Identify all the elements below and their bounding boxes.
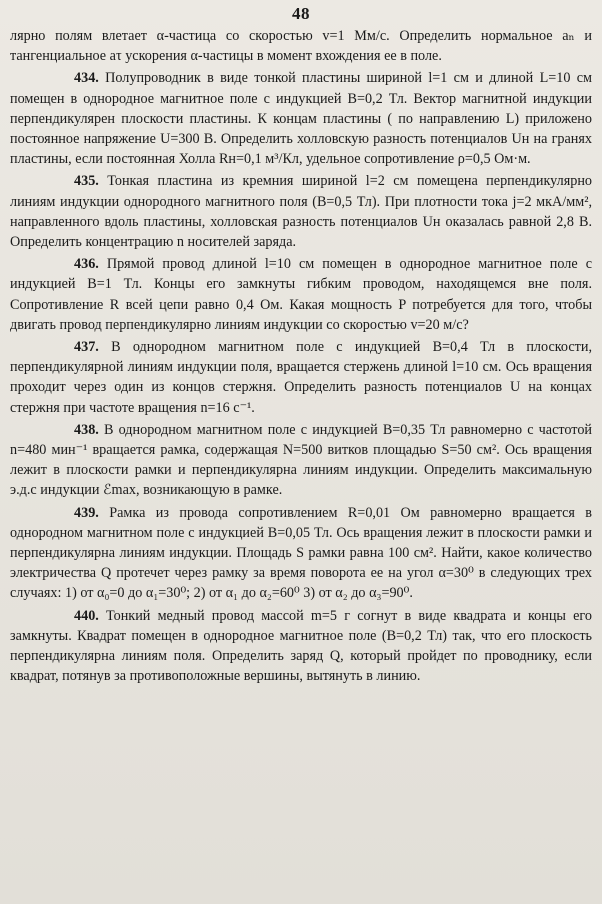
problem-number: 435. — [74, 173, 99, 190]
problem-434 — [10, 68, 592, 169]
problem-text: Рамка из провода сопротивлением R=0,01 Ом равномерно вращается в однородном магнитном поле с индукцией B=0,05 Тл. Ось вращения лежит в плоскости рамки и перпендикулярна линиям индукции. Площадь S рамки равна 100 см². Найти, какое количество электричества Q протечет через рамку за время поворота ее на угол α=30⁰ в следующих трех случаях: 1) от α₀=0 до α₁=30⁰; 2) от α₁ до α₂=60⁰ 3) от α₂ до α₃=90⁰. — [10, 504, 592, 602]
problem-435 — [10, 171, 592, 252]
problem-number: 439. — [74, 504, 99, 521]
continuation-text: лярно полям влетает α-частица со скоростью v=1 Мм/с. Определить нормальное aₙ и тангенциальное aτ ускорения α-частицы в момент вхождения ее в поле. — [10, 28, 592, 65]
page-number: 48 — [292, 4, 310, 23]
problem-text: В однородном магнитном поле с индукцией B=0,4 Тл в плоскости, перпендикулярной линиям индукции поля, вращается стержень длиной l=10 см. Ось вращения проходит через один из концов стержня. Определить разность потенциалов U на концах стержня при частоте вращения n=16 с⁻¹. — [10, 339, 593, 416]
problem-436 — [10, 254, 592, 335]
problem-number: 438. — [74, 421, 99, 438]
problem-text: Полупроводник в виде тонкой пластины шириной l=1 см и длиной L=10 см помещен в однородное магнитное поле с индукцией B=0,2 Тл. Вектор магнитной индукции перпендикулярен плоскости пластины. К концам пластины ( по направлению L) приложено постоянное напряжение U=300 В. Определить холловскую разность потенциалов Uн на гранях пластины, если постоянная Холла Rн=0,1 м³/Кл, удельное сопротивление ρ=0,5 Ом·м. — [10, 70, 592, 168]
problem-text: Тонкая пластина из кремния шириной l=2 см помещена перпендикулярно линиям индукции однородного магнитного поля (B=0,5 Тл). При плотности тока j=2 мкА/мм², направленного вдоль пластины, холловская разность потенциалов Uн оказалась равной 2,8 В. Определить концентрацию n носителей заряда. — [10, 173, 593, 251]
problem-438 — [10, 420, 592, 501]
problem-text: В однородном магнитном поле с индукцией B=0,35 Тл равномерно с частотой n=480 мин⁻¹ вращается рамка, содержащая N=500 витков площадью S=50 см². Ось вращения лежит в плоскости рамки и перпендикулярна линиям индукции. Определить максимальную э.д.с индукции ℰmax, возникающую в рамке. — [10, 421, 592, 499]
problem-text: Тонкий медный провод массой m=5 г согнут в виде квадрата и концы его замкнуты. Квадрат помещен в однородное магнитное поле (B=0,2 Тл) так, что его плоскость перпендикулярна линиям поля. Определить заряд Q, который пройдет по проводнику, если квадрат, потянув за противоположные вершины, вытянуть в линию. — [10, 607, 592, 685]
problem-439 — [10, 503, 592, 604]
problem-number: 436. — [74, 256, 99, 273]
problem-437 — [10, 337, 592, 418]
problem-number: 434. — [74, 70, 99, 87]
problem-number: 437. — [74, 339, 99, 356]
problem-text: Прямой провод длиной l=10 см помещен в однородное магнитное поле с индукцией B=1 Тл. Концы его замкнуты гибким проводом, находящемся вне поля. Сопротивление R всей цепи равно 0,4 Ом. Какая мощность P потребуется для того, чтобы двигать провод перпендикулярно линиям индукции со скоростью v=20 м/с? — [10, 256, 592, 333]
problem-440 — [10, 606, 592, 687]
problem-number: 440. — [74, 607, 99, 624]
